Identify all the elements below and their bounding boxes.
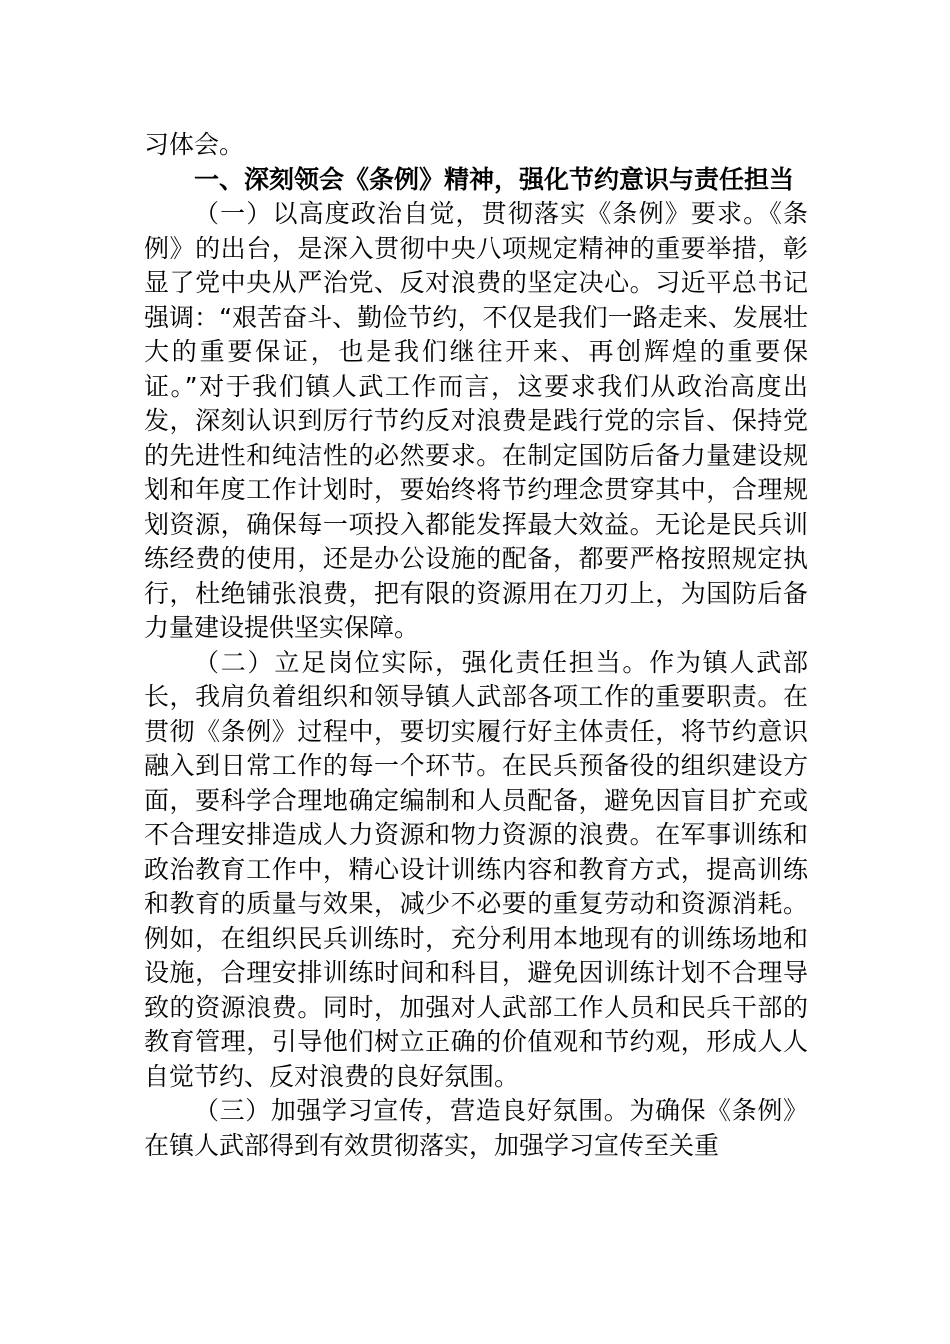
paragraph-subsection-3: （三）加强学习宣传，营造良好氛围。为确保《条例》在镇人武部得到有效贯彻落实，加强学习宣传至关重 (144, 1096, 808, 1160)
section-heading: 一、深刻领会《条例》精神，强化节约意识与责任担当 (194, 164, 795, 194)
document-page (144, 128, 808, 1163)
paragraph-subsection-2: （二）立足岗位实际，强化责任担当。作为镇人武部长，我肩负着组织和领导镇人武部各项工作的重要职责。在贯彻《条例》过程中，要切实履行好主体责任，将节约意识融入到日常工作的每一个环节。在民兵预备役的组织建设方面，要科学合理地确定编制和人员配备，避免因盲目扩充或不合理安排造成人力资源和物力资源的浪费。在军事训练和政治教育工作中，精心设计训练内容和教育方式，提高训练和教育的质量与效果，减少不必要的重复劳动和资源消耗。例如，在组织民兵训练时，充分利用本地现有的训练场地和设施，合理安排训练时间和科目，避免因训练计划不合理导致的资源浪费。同时，加强对人武部工作人员和民兵干部的教育管理，引导他们树立正确的价值观和节约观，形成人人自觉节约、反对浪费的良好氛围。 (144, 647, 808, 1091)
paragraph-subsection-1: （一）以高度政治自觉，贯彻落实《条例》要求。《条例》的出台，是深入贯彻中央八项规定精神的重要举措，彰显了党中央从严治党、反对浪费的坚定决心。习近平总书记强调：“艰苦奋斗、勤俭节约，不仅是我们一路走来、发展壮大的重要保证，也是我们继往开来、再创辉煌的重要保证。”对于我们镇人武工作而言，这要求我们从政治高度出发，深刻认识到厉行节约反对浪费是践行党的宗旨、保持党的先进性和纯洁性的必然要求。在制定国防后备力量建设规划和年度工作计划时，要始终将节约理念贯穿其中，合理规划资源，确保每一项投入都能发挥最大效益。无论是民兵训练经费的使用，还是办公设施的配备，都要严格按照规定执行，杜绝铺张浪费，把有限的资源用在刀刃上，为国防后备力量建设提供坚实保障。 (144, 199, 808, 642)
paragraph-continuation: 习体会。 (144, 130, 245, 159)
